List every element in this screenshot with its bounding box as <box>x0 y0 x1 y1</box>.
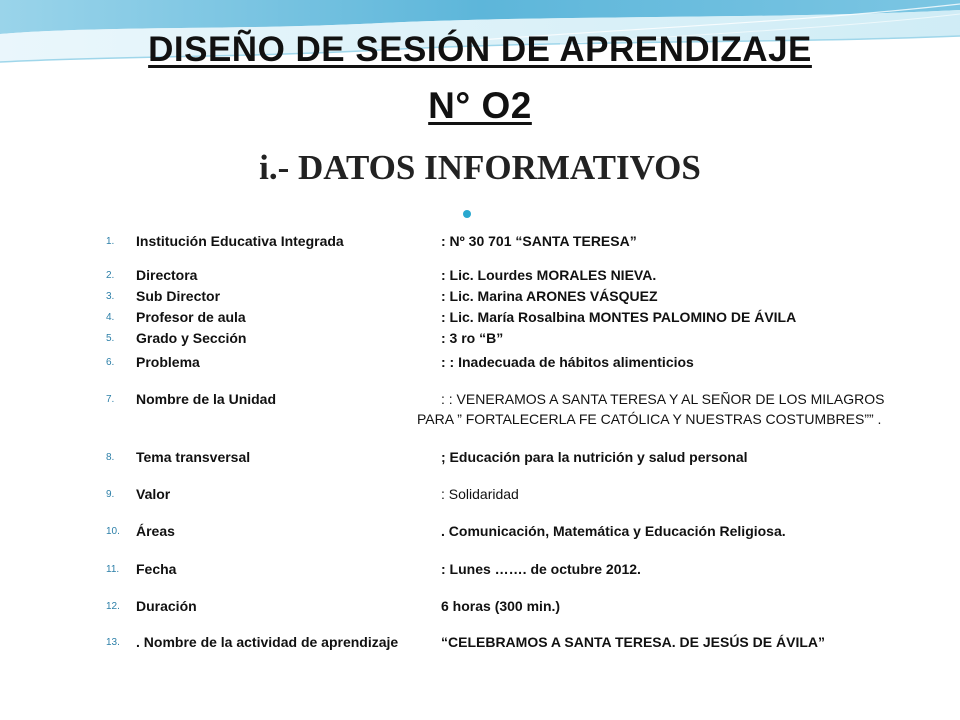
item-number: 9. <box>106 489 115 500</box>
item-value: “CELEBRAMOS A SANTA TERESA. DE JESÚS DE ÁVILA” <box>441 634 826 650</box>
item-value: 6 horas (300 min.) <box>441 598 561 614</box>
item-value: ; Educación para la nutrición y salud personal <box>441 449 748 465</box>
item-label: Tema transversal <box>136 449 251 465</box>
item-number: 8. <box>106 452 115 463</box>
item-label: Duración <box>136 598 197 614</box>
item-label: Institución Educativa Integrada <box>136 233 344 249</box>
item-number: 10. <box>106 526 120 537</box>
main-title-line-2: N° O2 <box>428 85 532 126</box>
item-value: : Lic. María Rosalbina MONTES PALOMINO DE ÁVILA <box>441 309 797 325</box>
bullet-dot-icon <box>463 210 471 218</box>
item-label: . Nombre de la actividad de aprendizaje <box>136 634 399 650</box>
item-number: 13. <box>106 637 120 648</box>
item-value: . Comunicación, Matemática y Educación Religiosa. <box>441 523 786 539</box>
item-label: Directora <box>136 267 198 283</box>
item-number: 5. <box>106 333 115 344</box>
item-label: Profesor de aula <box>136 309 246 325</box>
item-label: Áreas <box>136 523 175 539</box>
item-number: 3. <box>106 291 115 302</box>
item-value: : : VENERAMOS A SANTA TERESA Y AL SEÑOR DE LOS MILAGROS <box>441 391 885 407</box>
item-label: Nombre de la Unidad <box>136 391 277 407</box>
item-number: 12. <box>106 601 120 612</box>
item-value: : : Inadecuada de hábitos alimenticios <box>441 354 694 370</box>
item-number: 1. <box>106 236 115 247</box>
item-label: Problema <box>136 354 200 370</box>
item-number: 4. <box>106 312 115 323</box>
item-value: : Nº 30 701 “SANTA TERESA” <box>441 233 637 249</box>
item-value-continuation: PARA ” FORTALECERLA FE CATÓLICA Y NUESTRAS COSTUMBRES”” . <box>417 411 882 427</box>
item-number: 11. <box>106 564 120 575</box>
item-label: Valor <box>136 486 171 502</box>
item-value: : Solidaridad <box>441 486 519 502</box>
section-subtitle: i.- DATOS INFORMATIVOS <box>259 148 701 187</box>
item-value: : Lic. Lourdes MORALES NIEVA. <box>441 267 657 283</box>
main-title-line-1: DISEÑO DE SESIÓN DE APRENDIZAJE <box>148 30 812 69</box>
item-label: Fecha <box>136 561 177 577</box>
item-label: Grado y Sección <box>136 330 247 346</box>
item-number: 2. <box>106 270 115 281</box>
item-number: 7. <box>106 394 115 405</box>
item-number: 6. <box>106 357 115 368</box>
item-value: : 3 ro “B” <box>441 330 504 346</box>
item-value: : Lunes ……. de octubre 2012. <box>441 561 641 577</box>
item-label: Sub Director <box>136 288 221 304</box>
item-value: : Lic. Marina ARONES VÁSQUEZ <box>441 288 658 304</box>
